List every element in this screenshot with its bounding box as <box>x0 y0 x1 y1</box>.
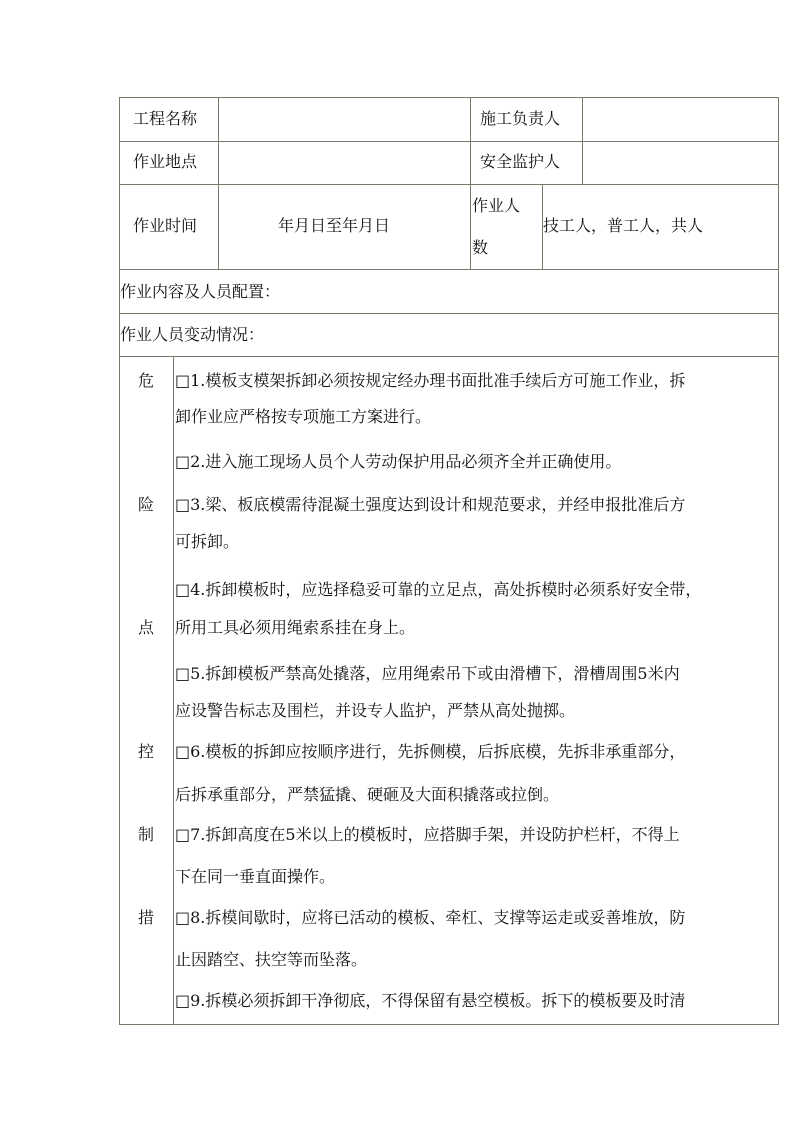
measure-6-line: 后拆承重部分，严禁猛撬、硬砸及大面积撬落或拉倒。 <box>175 785 560 804</box>
measure-3-line[interactable]: □3.梁、板底模需待混凝土强度达到设计和规范要求，并经申报批准后方 <box>175 495 686 514</box>
measure-8-line[interactable]: □8.拆模间歇时，应将已活动的模板、牵杠、支撑等运走或妥善堆放，防 <box>175 908 686 927</box>
table-border <box>119 269 779 270</box>
measure-3-line: 可拆卸。 <box>175 532 240 551</box>
side-label-char: 点 <box>138 618 155 637</box>
table-border <box>119 97 120 1025</box>
headcount-label-cont: 数 <box>472 238 489 257</box>
side-label-char: 制 <box>138 825 155 844</box>
headcount-label: 作业人 <box>472 196 521 215</box>
safety-supervisor-label: 安全监护人 <box>480 152 561 171</box>
measure-1-line[interactable]: □1.模板支模架拆卸必须按规定经办理书面批准手续后方可施工作业，拆 <box>175 371 686 390</box>
measure-2-line[interactable]: □2.进入施工现场人员个人劳动保护用品必须齐全并正确使用。 <box>175 452 622 471</box>
changes-label: 作业人员变动情况： <box>120 325 265 344</box>
headcount-value[interactable]: 技工人，普工人，共人 <box>543 216 704 235</box>
measure-4-line: 所用工具必须用绳索系挂在身上。 <box>175 618 416 637</box>
location-label: 作业地点 <box>133 152 198 171</box>
content-label: 作业内容及人员配置： <box>120 282 281 301</box>
measure-9-line[interactable]: □9.拆模必须拆卸干净彻底，不得保留有悬空模板。拆下的模板要及时清 <box>175 991 686 1010</box>
measure-4-line[interactable]: □4.拆卸模板时，应选择稳妥可靠的立足点，高处拆模时必须系好安全带， <box>175 580 702 599</box>
measure-7-line[interactable]: □7.拆卸高度在5米以上的模板时，应搭脚手架，并设防护栏杆，不得上 <box>175 825 680 844</box>
table-border <box>778 97 779 1025</box>
measure-1-line: 卸作业应严格按专项施工方案进行。 <box>175 407 432 426</box>
measure-7-line: 下在同一垂直面操作。 <box>175 867 336 886</box>
table-border <box>119 356 779 357</box>
side-label-char: 险 <box>138 495 155 514</box>
side-label-char: 控 <box>138 742 155 761</box>
time-label: 作业时间 <box>133 216 198 235</box>
time-value[interactable]: 年月日至年月日 <box>278 216 391 235</box>
measure-5-line[interactable]: □5.拆卸模板严禁高处撬落，应用绳索吊下或由滑槽下，滑槽周围5米内 <box>175 664 680 683</box>
construction-lead-label: 施工负责人 <box>480 109 561 128</box>
table-border <box>582 97 583 184</box>
side-label-char: 措 <box>138 908 155 927</box>
table-border <box>470 97 471 269</box>
measure-8-line: 止因踏空、扶空等而坠落。 <box>175 950 368 969</box>
side-label-char: 危 <box>138 371 155 390</box>
table-border <box>218 97 219 269</box>
table-border <box>119 313 779 314</box>
table-border <box>119 1024 779 1025</box>
project-name-label: 工程名称 <box>133 109 198 128</box>
measure-5-line: 应设警告标志及围栏，并设专人监护，严禁从高处抛掷。 <box>175 701 576 720</box>
measure-6-line[interactable]: □6.模板的拆卸应按顺序进行，先拆侧模，后拆底模，先拆非承重部分， <box>175 742 686 761</box>
table-border <box>173 356 174 1024</box>
